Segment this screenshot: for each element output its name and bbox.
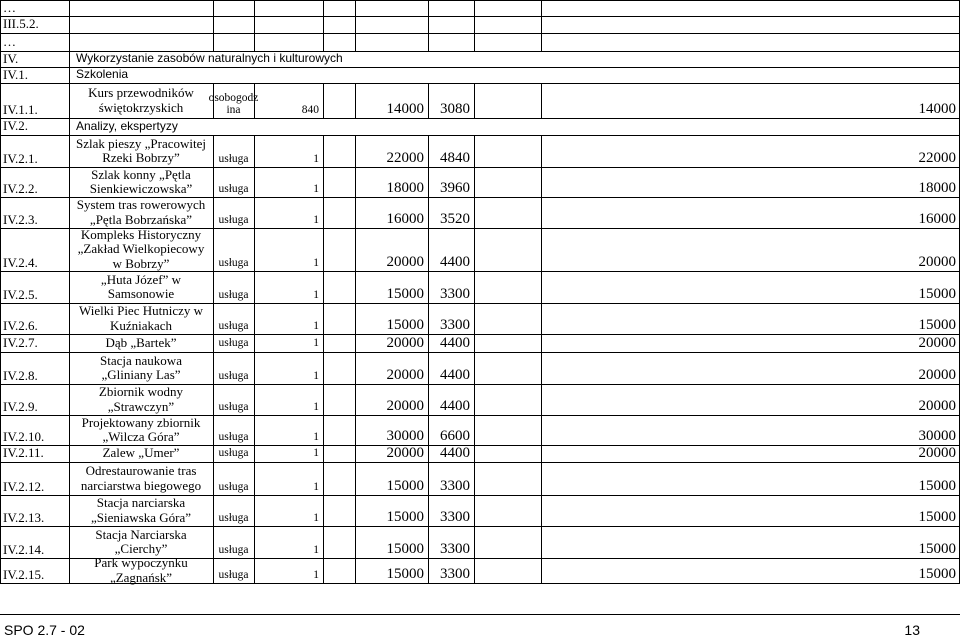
total-cost-cell: 22000 — [386, 149, 424, 166]
eligible-cost-cell: 20000 — [918, 366, 956, 383]
row-number: IV.2.7. — [3, 334, 38, 350]
row-number: IV.2.12. — [3, 478, 45, 494]
unit-cell: usługa — [218, 370, 249, 383]
unit-cell: usługa — [218, 447, 249, 460]
eligible-cost-cell: 18000 — [918, 179, 956, 196]
vat-cell: 4400 — [440, 334, 470, 351]
unit-cell: usługa — [218, 257, 249, 270]
total-cost-cell: 15000 — [386, 540, 424, 557]
column-separator — [69, 33, 70, 52]
eligible-cost-cell: 22000 — [918, 149, 956, 166]
quantity-cell: 1 — [313, 214, 319, 227]
quantity-cell: 1 — [313, 512, 319, 525]
eligible-cost-cell: 15000 — [918, 285, 956, 302]
row-number: IV. — [3, 50, 19, 66]
task-name: Kurs przewodników świętokrzyskich — [88, 85, 194, 115]
row-number: IV.2.3. — [3, 211, 38, 227]
row-number: IV.2.13. — [3, 509, 45, 525]
total-cost-cell: 15000 — [386, 285, 424, 302]
column-separator — [355, 33, 356, 52]
task-name: Wielki Piec Hutniczy w Kuźniakach — [78, 303, 204, 333]
unit-cell: usługa — [218, 544, 249, 557]
eligible-cost-cell: 15000 — [918, 565, 956, 582]
unit-cell: usługa — [218, 183, 249, 196]
vat-cell: 3300 — [440, 540, 470, 557]
task-name: Zbiornik wodny „Strawczyn” — [98, 384, 184, 414]
task-name: Kompleks Historyczny „Zakład Wielkopiecowy w Bobrzy” — [77, 227, 205, 271]
total-cost-cell: 15000 — [386, 508, 424, 525]
row-number: III.5.2. — [3, 16, 39, 32]
row-number: IV.2.4. — [3, 254, 38, 270]
unit-cell: usługa — [218, 569, 249, 582]
task-name: Stacja narciarska „Sieniawska Góra” — [91, 495, 191, 525]
column-separator — [213, 33, 214, 52]
quantity-cell: 1 — [313, 569, 319, 582]
column-separator — [323, 16, 324, 34]
column-separator — [474, 16, 475, 34]
column-separator — [474, 33, 475, 52]
section-title: Wykorzystanie zasobów naturalnych i kulturowych — [76, 51, 343, 66]
total-cost-cell: 14000 — [386, 100, 424, 117]
eligible-cost-cell: 15000 — [918, 540, 956, 557]
column-separator — [213, 0, 214, 17]
unit-cell: usługa — [218, 320, 249, 333]
row-number: … — [3, 33, 16, 49]
row-number: IV.2.2. — [3, 180, 38, 196]
vat-cell: 4400 — [440, 366, 470, 383]
quantity-cell: 1 — [313, 401, 319, 414]
eligible-cost-cell: 15000 — [918, 508, 956, 525]
column-separator — [541, 33, 542, 52]
column-separator — [428, 33, 429, 52]
quantity-cell: 1 — [313, 431, 319, 444]
vat-cell: 6600 — [440, 427, 470, 444]
task-name: System tras rowerowych „Pętla Bobrzańska” — [76, 197, 206, 227]
total-cost-cell: 15000 — [386, 477, 424, 494]
task-name: Projektowany zbiornik „Wilcza Góra” — [81, 414, 201, 444]
quantity-cell: 1 — [313, 257, 319, 270]
row-number: IV.2. — [3, 118, 29, 134]
vat-cell: 3300 — [440, 565, 470, 582]
row-number: IV.2.14. — [3, 541, 45, 557]
unit-cell: usługa — [218, 481, 249, 494]
task-name: Zalew „Umer” — [102, 445, 180, 461]
column-separator — [323, 33, 324, 52]
vat-cell: 4400 — [440, 253, 470, 270]
vat-cell: 3300 — [440, 285, 470, 302]
total-cost-cell: 20000 — [386, 366, 424, 383]
unit-cell: usługa — [218, 512, 249, 525]
row-separator — [0, 16, 960, 17]
quantity-cell: 1 — [313, 370, 319, 383]
task-name: Szlak pieszy „Pracowitej Rzeki Bobrzy” — [76, 135, 206, 165]
column-separator — [355, 16, 356, 34]
column-separator — [254, 0, 255, 17]
eligible-cost-cell: 14000 — [918, 100, 956, 117]
eligible-cost-cell: 20000 — [918, 397, 956, 414]
row-number: IV.2.1. — [3, 150, 38, 166]
row-number: IV.2.9. — [3, 398, 38, 414]
column-separator — [254, 16, 255, 34]
vat-cell: 3520 — [440, 210, 470, 227]
vat-cell: 4400 — [440, 445, 470, 462]
row-separator — [0, 0, 960, 1]
unit-cell: usługa — [218, 336, 249, 349]
task-name: Odrestaurowanie tras narciarstwa biegowego — [80, 463, 202, 493]
quantity-cell: 1 — [313, 183, 319, 196]
vat-cell: 4840 — [440, 149, 470, 166]
quantity-cell: 1 — [313, 447, 319, 460]
row-number: IV.2.6. — [3, 317, 38, 333]
unit-cell: usługa — [218, 289, 249, 302]
eligible-cost-cell: 30000 — [918, 427, 956, 444]
row-number: IV.2.5. — [3, 286, 38, 302]
row-separator — [0, 33, 960, 34]
unit-cell: osobogodz ina — [208, 91, 259, 117]
vat-cell: 4400 — [440, 397, 470, 414]
task-name: Park wypoczynku „Zagnańsk” — [94, 555, 188, 585]
quantity-cell: 1 — [313, 481, 319, 494]
task-name: Stacja Narciarska „Cierchy” — [95, 526, 187, 556]
column-separator — [428, 0, 429, 17]
eligible-cost-cell: 15000 — [918, 316, 956, 333]
vat-cell: 3960 — [440, 179, 470, 196]
unit-cell: usługa — [218, 214, 249, 227]
unit-cell: usługa — [218, 431, 249, 444]
total-cost-cell: 18000 — [386, 179, 424, 196]
vat-cell: 3080 — [440, 100, 470, 117]
quantity-cell: 1 — [313, 320, 319, 333]
total-cost-cell: 15000 — [386, 565, 424, 582]
column-separator — [69, 16, 70, 34]
footer-page-number: 13 — [904, 622, 920, 638]
vat-cell: 3300 — [440, 316, 470, 333]
quantity-cell: 1 — [313, 289, 319, 302]
column-separator — [541, 0, 542, 17]
row-number: IV.1. — [3, 66, 29, 82]
row-number: … — [3, 0, 16, 15]
column-separator — [428, 16, 429, 34]
total-cost-cell: 20000 — [386, 334, 424, 351]
footer-document-code: SPO 2.7 - 02 — [4, 622, 85, 638]
column-separator — [355, 0, 356, 17]
unit-cell: usługa — [218, 153, 249, 166]
row-number: IV.2.11. — [3, 445, 44, 461]
quantity-cell: 1 — [313, 544, 319, 557]
footer-rule — [0, 614, 960, 615]
quantity-cell: 840 — [301, 104, 319, 117]
row-number: IV.2.15. — [3, 566, 45, 582]
row-number: IV.2.10. — [3, 428, 45, 444]
vat-cell: 3300 — [440, 508, 470, 525]
eligible-cost-cell: 16000 — [918, 210, 956, 227]
column-separator — [69, 0, 70, 17]
task-name: Dąb „Bartek” — [105, 334, 177, 350]
unit-cell: usługa — [218, 401, 249, 414]
quantity-cell: 1 — [313, 336, 319, 349]
quantity-cell: 1 — [313, 153, 319, 166]
section-title: Szkolenia — [76, 67, 129, 82]
section-title: Analizy, ekspertyzy — [76, 118, 178, 133]
eligible-cost-cell: 20000 — [918, 253, 956, 270]
column-separator — [254, 33, 255, 52]
total-cost-cell: 16000 — [386, 210, 424, 227]
column-separator — [213, 16, 214, 34]
vat-cell: 3300 — [440, 477, 470, 494]
total-cost-cell: 20000 — [386, 397, 424, 414]
row-number: IV.1.1. — [3, 101, 38, 117]
column-separator — [541, 16, 542, 34]
eligible-cost-cell: 15000 — [918, 477, 956, 494]
task-name: Szlak konny „Pętla Sienkiewiczowska” — [89, 166, 193, 196]
task-name: Stacja naukowa „Gliniany Las” — [100, 352, 182, 382]
row-number: IV.2.8. — [3, 367, 38, 383]
total-cost-cell: 20000 — [386, 253, 424, 270]
column-separator — [323, 0, 324, 17]
eligible-cost-cell: 20000 — [918, 334, 956, 351]
total-cost-cell: 30000 — [386, 427, 424, 444]
column-separator — [474, 0, 475, 17]
total-cost-cell: 15000 — [386, 316, 424, 333]
task-name: „Huta Józef” w Samsonowie — [100, 271, 182, 301]
total-cost-cell: 20000 — [386, 445, 424, 462]
eligible-cost-cell: 20000 — [918, 445, 956, 462]
